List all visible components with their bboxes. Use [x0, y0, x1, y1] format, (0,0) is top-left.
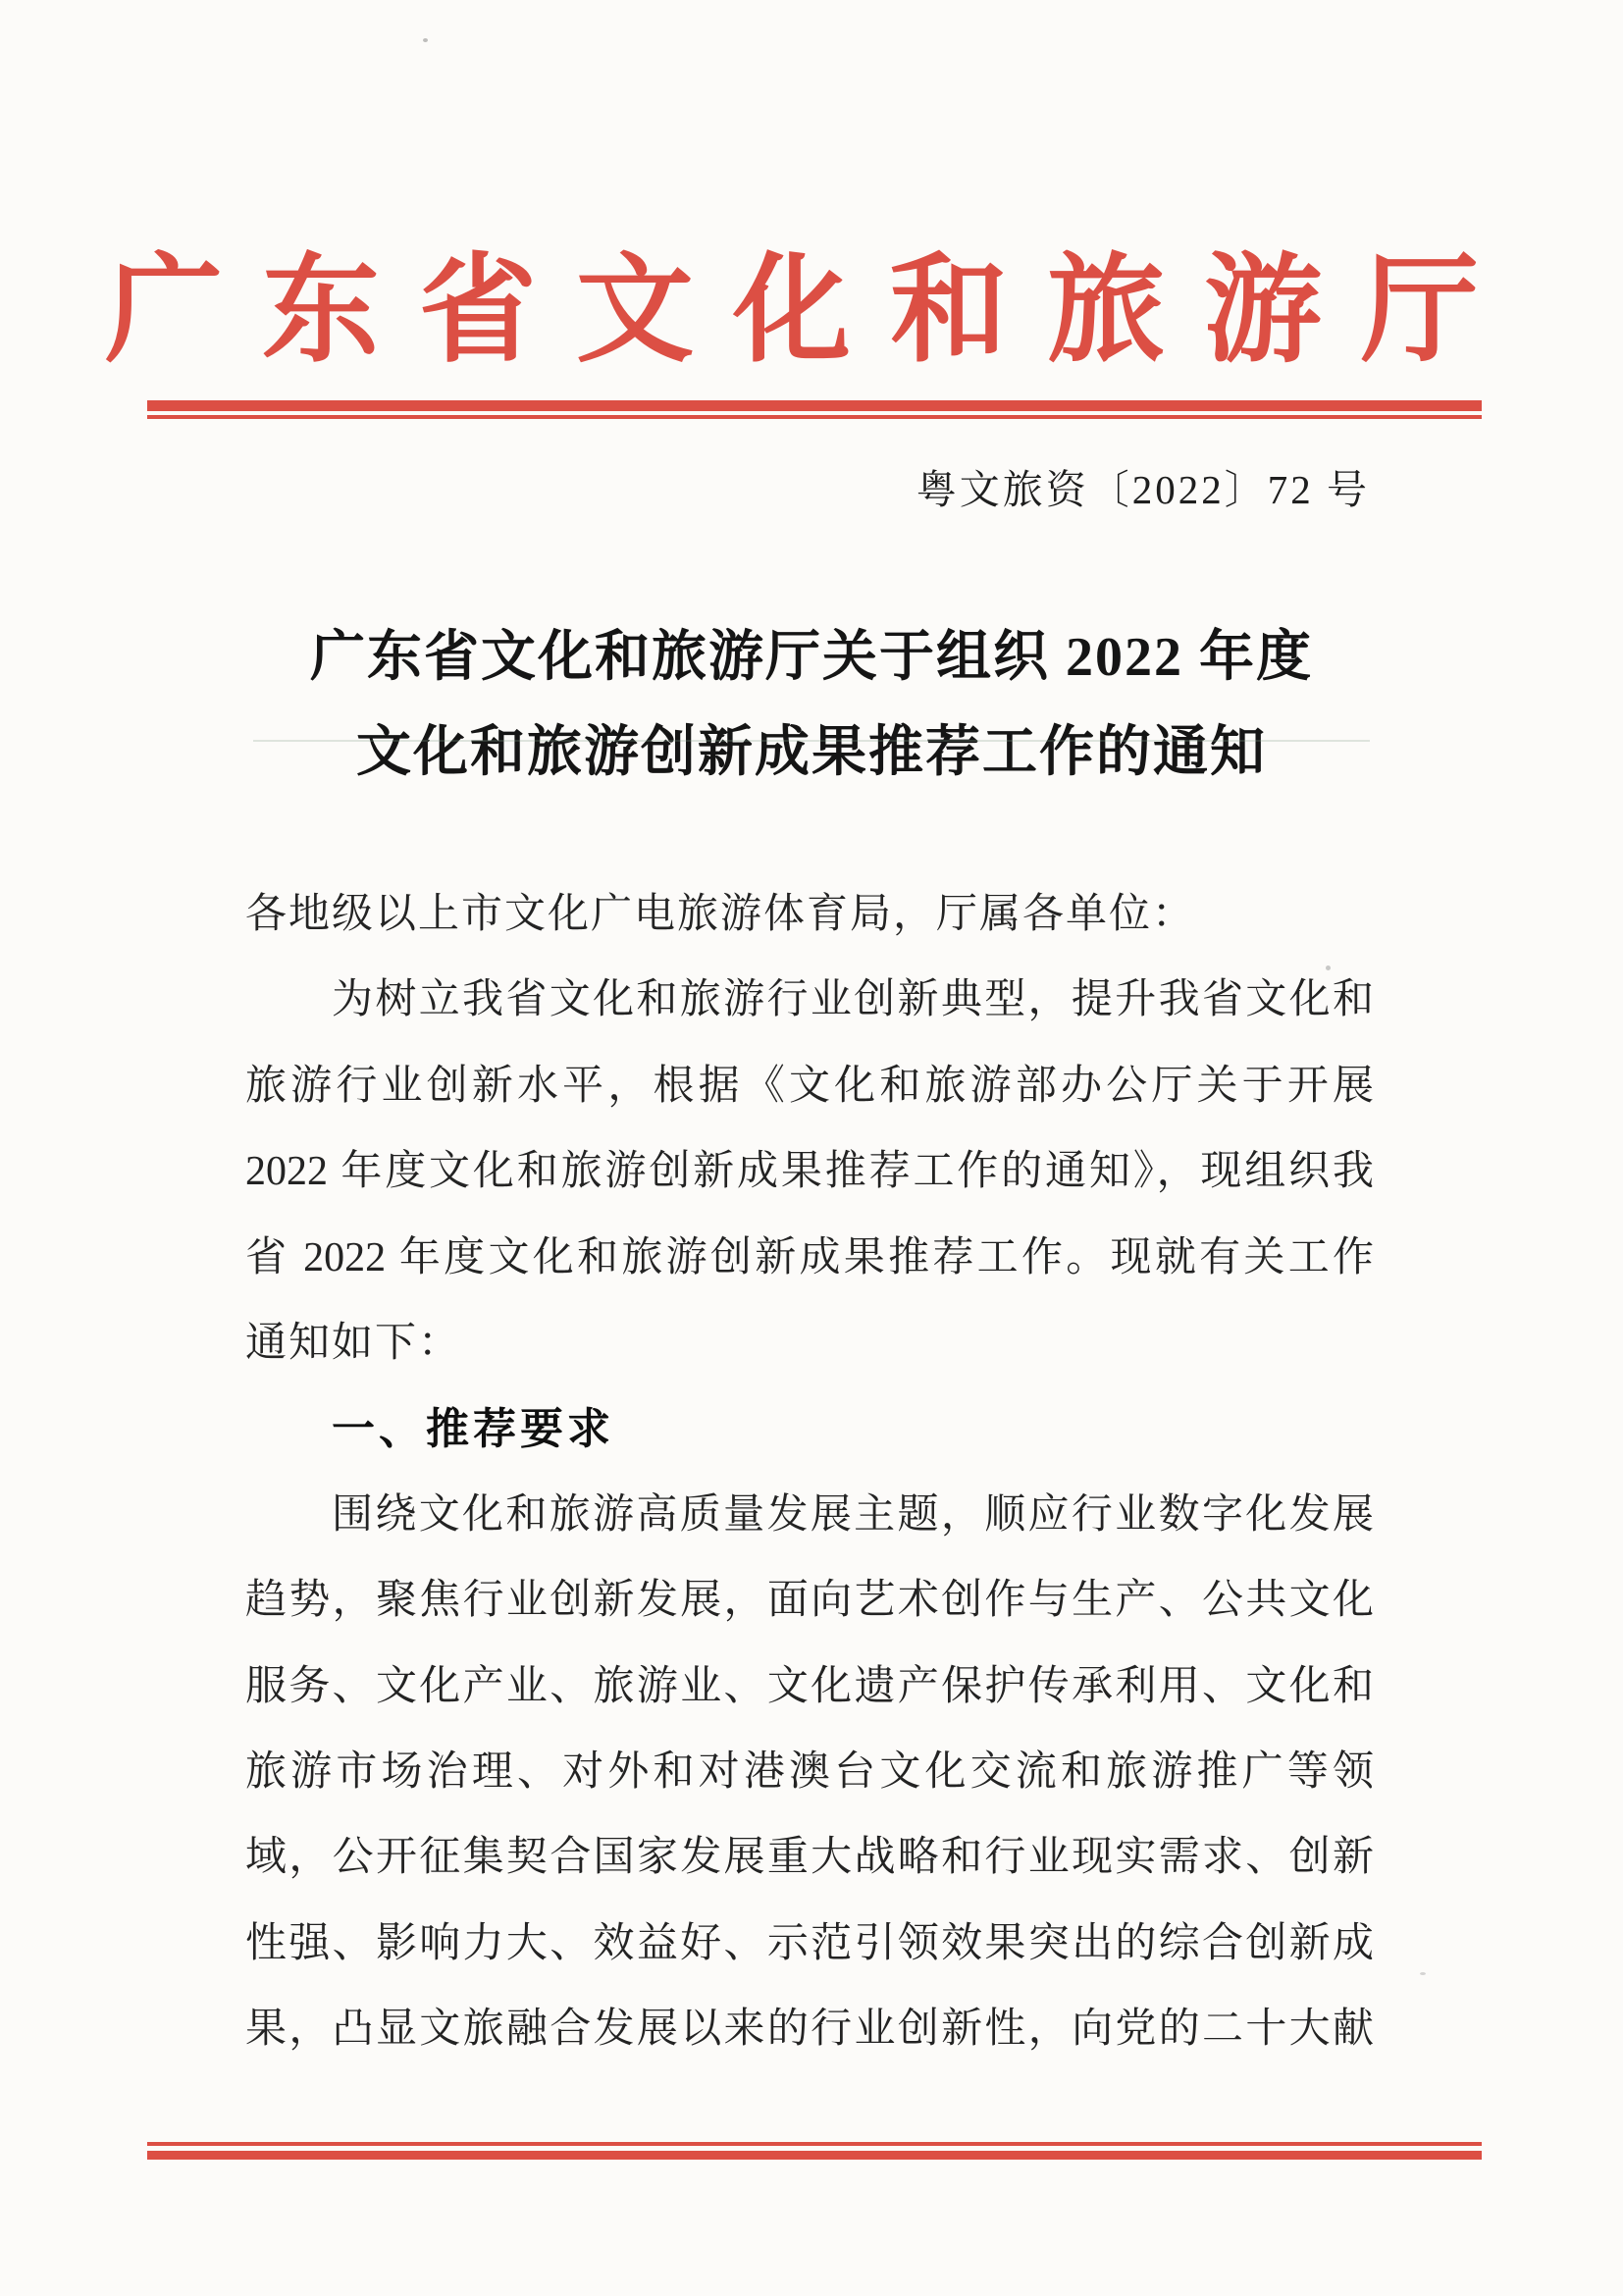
body-line: 为树立我省文化和旅游行业创新典型，提升我省文化和	[332, 977, 1374, 1023]
doc-reference-number: 粤文旅资〔2022〕72 号	[916, 467, 1370, 512]
body-line: 省 2022 年度文化和旅游创新成果推荐工作。现就有关工作	[245, 1234, 1374, 1280]
footer-rule-thick	[147, 2151, 1482, 2160]
header-rule-thin	[147, 415, 1482, 419]
scan-speck	[1420, 1972, 1426, 1975]
footer-double-rule	[147, 2142, 1482, 2160]
doc-title-line2: 文化和旅游创新成果推荐工作的通知	[356, 722, 1267, 783]
body-line: 性强、影响力大、效益好、示范引领效果突出的综合创新成	[245, 1920, 1374, 1966]
doc-title	[125, 610, 1498, 801]
scan-fold-artifact	[253, 740, 1370, 742]
body-line: 2022 年度文化和旅游创新成果推荐工作的通知》，现组织我	[245, 1149, 1374, 1195]
body-line: 围绕文化和旅游高质量发展主题，顺应行业数字化发展	[332, 1491, 1374, 1538]
scan-speck	[1326, 965, 1331, 970]
body-line: 各地级以上市文化广电旅游体育局，厅属各单位：	[245, 892, 1196, 937]
body-line: 果，凸显文旅融合发展以来的行业创新性，向党的二十大献	[245, 2007, 1374, 2053]
agency-letterhead-title: 广东省文化和旅游厅	[105, 245, 1518, 376]
body-text	[245, 872, 1374, 2072]
footer-rule-thin	[147, 2142, 1482, 2146]
body-line: 服务、文化产业、旅游业、文化遗产保护传承利用、文化和	[245, 1663, 1374, 1709]
header-rule-thick	[147, 400, 1482, 411]
scan-speck	[423, 38, 428, 42]
body-line: 旅游市场治理、对外和对港澳台文化交流和旅游推广等领	[245, 1748, 1374, 1795]
body-line: 趋势，聚焦行业创新发展，面向艺术创作与生产、公共文化	[245, 1578, 1374, 1624]
body-line: 一、推荐要求	[332, 1405, 614, 1454]
body-line: 通知如下：	[245, 1320, 462, 1366]
header-double-rule	[147, 400, 1482, 419]
doc-title-line1: 广东省文化和旅游厅关于组织 2022 年度	[310, 627, 1313, 688]
body-line: 域，公开征集契合国家发展重大战略和行业现实需求、创新	[245, 1835, 1374, 1881]
body-line: 旅游行业创新水平，根据《文化和旅游部办公厅关于开展	[245, 1063, 1374, 1109]
